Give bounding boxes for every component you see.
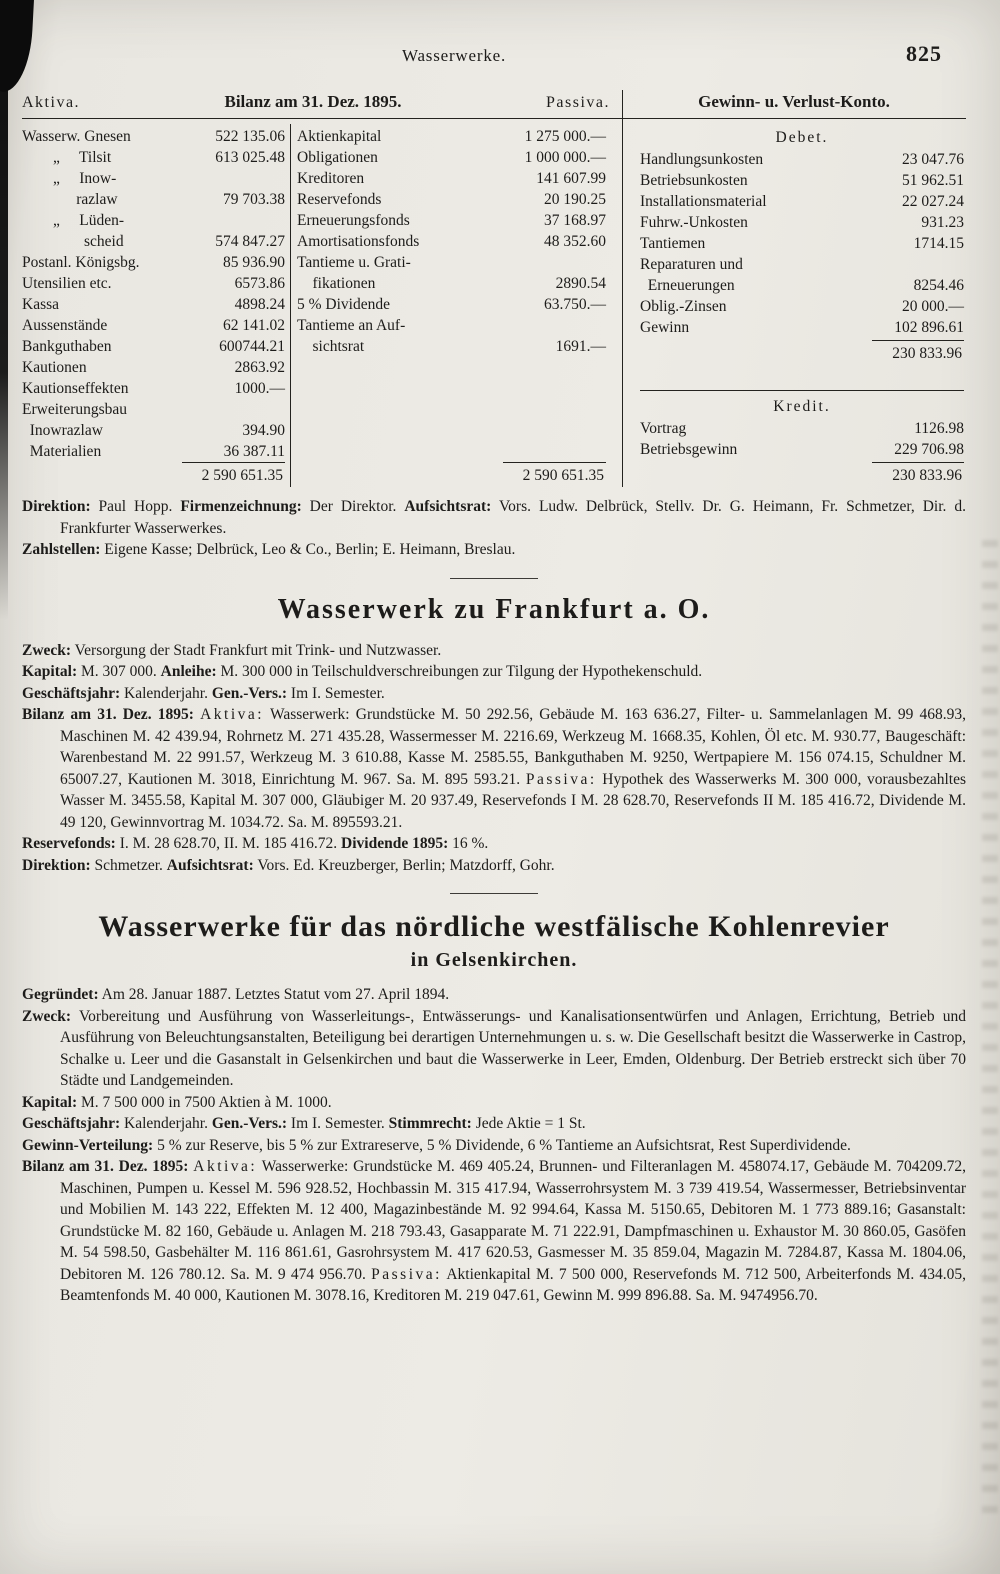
row-amount: 4898.24 bbox=[234, 296, 285, 313]
row-amount: 522 135.06 bbox=[215, 128, 285, 145]
table-row bbox=[22, 126, 285, 147]
section-separator bbox=[450, 578, 538, 579]
aktiva-header-label: Aktiva. bbox=[22, 94, 81, 111]
kredit-total-row bbox=[640, 462, 964, 487]
section-separator bbox=[450, 893, 538, 894]
row-label: fikationen bbox=[297, 275, 376, 292]
section3-subtitle: in Gelsenkirchen. bbox=[410, 949, 578, 971]
section2-title: Wasserwerk zu Frankfurt a. O. bbox=[277, 593, 711, 625]
table-row bbox=[640, 212, 964, 233]
row-amount: 1691.— bbox=[555, 338, 606, 355]
table-row bbox=[640, 254, 964, 275]
debet-heading: Debet. bbox=[775, 129, 829, 146]
table-row bbox=[640, 317, 964, 338]
row-amount: 85 936.90 bbox=[223, 254, 285, 271]
table-row bbox=[297, 252, 606, 273]
table-row bbox=[22, 189, 285, 210]
para-reservefonds: Reservefonds: I. M. 28 628.70, II. M. 185 416.72. Dividende 1895: 16 %. bbox=[22, 835, 489, 852]
para-bilanz: Bilanz am 31. Dez. 1895: Aktiva: Wasserwerke: Grundstücke M. 469 405.24, Brunnen- und Filteranlagen M. 458074.17, Gebäude M. 704209.72, Maschinen, Pumpen u. Kessel M. 596 928.52, Hochbassin M. 315 417.94, Wasserrohrsystem M. 3 739 419.54, Wassermesser, Betriebsinventar und Mobilien M. 143 222, Effekten M. 12 400, Magazinbestände M. 92 994.64, Kassa M. 5150.65, Debitoren M. 1 773 889.16; Gasanstalt: Grundstücke M. 82 160, Gebäude u. Anlagen M. 218 793.43, Gasapparate M. 71 222.91, Dampfmaschinen u. Exhaustor M. 30 860.05, Gasöfen M. 54 598.50, Gasbehälter M. 116 861.61, Gasrohrsystem M. 417 620.53, Gasmesser M. 35 859.04, Magazin M. 7284.87, Kassa M. 1804.06, Debitoren M. 126 780.12. Sa. M. 9 474 956.70. Passiva: Aktienkapital M. 7 500 000, Reservefonds M. 712 500, Arbeiterfonds M. 434.05, Beamtenfonds M. 40 000, Kautionen M. 3078.16, Kreditoren M. 219 047.61, Gewinn M. 999 896.88. Sa. M. 9474956.70. bbox=[22, 1158, 967, 1304]
row-label: Reservefonds bbox=[297, 191, 382, 208]
row-amount: 22 027.24 bbox=[902, 193, 964, 210]
bilanz-table-header bbox=[22, 90, 966, 119]
zahlstellen-paragraph: Zahlstellen: Eigene Kasse; Delbrück, Leo & Co., Berlin; E. Heimann, Breslau. bbox=[22, 541, 516, 558]
scan-bleedthrough bbox=[982, 540, 998, 1520]
scan-edge-left bbox=[0, 0, 8, 620]
row-label: Kreditoren bbox=[297, 170, 365, 187]
kredit-section bbox=[640, 390, 964, 487]
aktiva-total-row bbox=[22, 462, 285, 487]
table-row bbox=[640, 439, 964, 460]
table-row bbox=[297, 315, 606, 336]
aktiva-column bbox=[22, 126, 285, 487]
section3-title: Wasserwerke für das nördliche westfälische Kohlenrevier bbox=[98, 910, 890, 943]
para-kapital: Kapital: M. 307 000. Anleihe: M. 300 000 in Teilschuldverschreibungen zur Tilgung der Hypothekenschuld. bbox=[22, 663, 703, 680]
row-amount: 79 703.38 bbox=[223, 191, 285, 208]
row-label: Reparaturen und bbox=[640, 256, 743, 273]
row-amount: 6573.86 bbox=[234, 275, 285, 292]
table-row bbox=[297, 189, 606, 210]
aktiva-total: 2 590 651.35 bbox=[182, 462, 285, 487]
table-row bbox=[22, 210, 285, 231]
page-number: 825 bbox=[906, 41, 942, 66]
row-label: Oblig.-Zinsen bbox=[640, 298, 727, 315]
bilanz-title: Bilanz am 31. Dez. 1895. bbox=[224, 92, 402, 111]
debet-total-row bbox=[640, 340, 964, 365]
table-row bbox=[22, 273, 285, 294]
para-gegruendet: Gegründet: Am 28. Januar 1887. Letztes Statut vom 27. April 1894. bbox=[22, 986, 450, 1003]
row-amount: 20 190.25 bbox=[544, 191, 606, 208]
row-amount: 2890.54 bbox=[555, 275, 606, 292]
table-row bbox=[640, 170, 964, 191]
table-row bbox=[640, 149, 964, 170]
bilanz-table bbox=[22, 90, 966, 487]
table-row bbox=[297, 294, 606, 315]
row-amount: 2863.92 bbox=[234, 359, 285, 376]
table-row bbox=[22, 441, 285, 462]
table-row bbox=[297, 231, 606, 252]
row-label: Kautionen bbox=[22, 359, 87, 376]
row-label: Aktienkapital bbox=[297, 128, 382, 145]
row-label: Tantiemen bbox=[640, 235, 706, 252]
row-amount: 1126.98 bbox=[914, 420, 964, 437]
row-label: Amortisationsfonds bbox=[297, 233, 420, 250]
row-label: „ Lüden- bbox=[22, 212, 125, 229]
para-geschaeftsjahr: Geschäftsjahr: Kalenderjahr. Gen.-Vers.: Im I. Semester. bbox=[22, 684, 385, 702]
table-row bbox=[640, 233, 964, 254]
column-divider bbox=[290, 124, 291, 487]
row-amount: 48 352.60 bbox=[544, 233, 606, 250]
page-content bbox=[22, 41, 967, 1307]
row-label: Handlungsunkosten bbox=[640, 151, 764, 168]
passiva-rows bbox=[297, 126, 606, 357]
row-amount: 1 275 000.— bbox=[524, 128, 606, 145]
row-amount: 613 025.48 bbox=[215, 149, 285, 166]
row-amount: 62 141.02 bbox=[223, 317, 285, 334]
row-label: Bankguthaben bbox=[22, 338, 112, 355]
row-amount: 36 387.11 bbox=[223, 443, 285, 460]
row-label: „ Inow- bbox=[22, 170, 117, 187]
direktion-paragraph: Direktion: Paul Hopp. Firmenzeichnung: Der Direktor. Aufsichtsrat: Vors. Ludw. Delbrück, Stellv. Dr. G. Heimann, Fr. Schmetzer, Dir. d. Frankfurter Wasserwerkes. bbox=[22, 498, 966, 537]
kredit-rows bbox=[640, 418, 964, 460]
row-label: Installationsmaterial bbox=[640, 193, 767, 210]
row-amount: 63.750.— bbox=[544, 296, 606, 313]
table-row bbox=[640, 418, 964, 439]
row-label: Tantieme u. Grati- bbox=[297, 254, 411, 271]
row-amount: 229 706.98 bbox=[894, 441, 964, 458]
para-gewinn-verteilung: Gewinn-Verteilung: 5 % zur Reserve, bis 5 % zur Extrareserve, 5 % Dividende, 6 % Tantieme an Aufsichtsrat, Rest Superdividende. bbox=[22, 1136, 851, 1154]
table-row bbox=[22, 357, 285, 378]
page-title: Wasserwerke. bbox=[401, 46, 507, 65]
row-amount: 20 000.— bbox=[902, 298, 964, 315]
table-row bbox=[22, 420, 285, 441]
row-label: Wasserw. Gnesen bbox=[22, 128, 131, 145]
table-row bbox=[22, 315, 285, 336]
table-row bbox=[22, 399, 285, 420]
table-row bbox=[297, 273, 606, 294]
gv-column bbox=[622, 126, 966, 487]
bilanz-header-left bbox=[22, 92, 622, 112]
row-amount: 51 962.51 bbox=[902, 172, 964, 189]
row-label: scheid bbox=[22, 233, 124, 250]
para-bilanz: Bilanz am 31. Dez. 1895: Aktiva: Wasserwerk: Grundstücke M. 50 292.56, Gebäude M. 163 636.27, Filter- u. Sammelanlagen M. 99 468.93, Maschinen M. 42 439.94, Rohrnetz M. 271 435.28, Wassermesser M. 2216.69, Werkzeug M. 1668.35, Kohlen, Öl etc. M. 930.77, Baugeschäft: Warenbestand M. 22 991.57, Werkzeug M. 3 610.88, Kasse M. 2585.55, Bankguthaben M. 9250, Wertpapiere M. 156 074.15, Schuldner M. 65007.27, Kautionen M. 3018, Einrichtung M. 967. Sa. M. 895 593.21. Passiva: Hypothek des Wasserwerks M. 300 000, vorausbezahltes Wasser M. 3455.58, Kapital M. 307 000, Gläubiger M. 20 937.49, Reservefonds I M. 28 628.70, Reservefonds II M. 185 416.72, Dividende M. 49 120, Gewinnvortrag M. 1034.72. Sa. M. 895593.21. bbox=[22, 706, 967, 831]
row-label: Betriebsunkosten bbox=[640, 172, 748, 189]
row-label: 5 % Dividende bbox=[297, 296, 390, 313]
para-zweck: Zweck: Vorbereitung und Ausführung von Wasserleitungs-, Entwässerungs- und Kanalisationsentwürfen und Anlagen, Errichtung, Betrieb und Ausführung von Beleuchtungsanstalten, Beteiligung bei derartigen Unternehmungen u. s. w. Die Gesellschaft besitzt die Wasserwerke in Castrop, Schalke u. Leer und die Gasanstalt in Gelsenkirchen und baut die Wasserwerke in Leer, Emden, Oldenburg. Der Betrieb erstreckt sich über 70 Städte und Landgemeinden. bbox=[22, 1007, 966, 1089]
kredit-heading: Kredit. bbox=[773, 398, 831, 415]
row-amount: 37 168.97 bbox=[544, 212, 606, 229]
passiva-header-label: Passiva. bbox=[546, 94, 610, 111]
row-label: Tantieme an Auf- bbox=[297, 317, 406, 334]
row-label: razlaw bbox=[22, 191, 118, 208]
row-label: Utensilien etc. bbox=[22, 275, 112, 292]
table-row bbox=[22, 336, 285, 357]
row-label: Erweiterungsbau bbox=[22, 401, 128, 418]
row-label: Erneuerungsfonds bbox=[297, 212, 410, 229]
column-divider bbox=[622, 90, 623, 487]
para-kapital: Kapital: M. 7 500 000 in 7500 Aktien à M. 1000. bbox=[22, 1093, 332, 1111]
gv-header-label: Gewinn- u. Verlust-Konto. bbox=[698, 92, 890, 111]
para-zweck: Zweck: Versorgung der Stadt Frankfurt mit Trink- und Nutzwasser. bbox=[22, 641, 442, 659]
row-label: Vortrag bbox=[640, 420, 687, 437]
kredit-total: 230 833.96 bbox=[872, 462, 964, 487]
row-label: Materialien bbox=[22, 443, 102, 460]
debet-total: 230 833.96 bbox=[872, 340, 964, 365]
para-geschaeftsjahr: Geschäftsjahr: Kalenderjahr. Gen.-Vers.: Im I. Semester. Stimmrecht: Jede Aktie = 1 St. bbox=[22, 1115, 586, 1132]
table-row bbox=[640, 275, 964, 296]
table-row bbox=[22, 378, 285, 399]
debet-rows bbox=[640, 149, 964, 338]
table-row bbox=[297, 210, 606, 231]
row-label: Postanl. Königsbg. bbox=[22, 254, 140, 271]
table-row bbox=[297, 126, 606, 147]
table-row bbox=[640, 191, 964, 212]
row-label: „ Tilsit bbox=[22, 149, 112, 166]
row-amount: 574 847.27 bbox=[215, 233, 285, 250]
row-label: sichtsrat bbox=[297, 338, 365, 355]
row-amount: 23 047.76 bbox=[902, 151, 964, 168]
row-amount: 141 607.99 bbox=[536, 170, 606, 187]
row-amount: 1714.15 bbox=[913, 235, 964, 252]
row-label: Fuhrw.-Unkosten bbox=[640, 214, 748, 231]
row-label: Erneuerungen bbox=[640, 277, 735, 294]
para-direktion: Direktion: Schmetzer. Aufsichtsrat: Vors. Ed. Kreuzberger, Berlin; Matzdorff, Gohr. bbox=[22, 856, 555, 874]
row-label: Betriebsgewinn bbox=[640, 441, 738, 458]
row-amount: 1 000 000.— bbox=[524, 149, 606, 166]
table-row bbox=[640, 296, 964, 317]
table-row bbox=[297, 336, 606, 357]
table-row bbox=[297, 168, 606, 189]
row-label: Kautionseffekten bbox=[22, 380, 129, 397]
row-label: Inowrazlaw bbox=[22, 422, 103, 439]
table-row bbox=[22, 147, 285, 168]
row-amount: 8254.46 bbox=[913, 277, 964, 294]
aktiva-rows bbox=[22, 126, 285, 462]
table-row bbox=[22, 294, 285, 315]
bilanz-table-body bbox=[22, 119, 966, 487]
row-amount: 394.90 bbox=[242, 422, 285, 439]
table-row bbox=[22, 231, 285, 252]
row-amount: 600744.21 bbox=[219, 338, 285, 355]
passiva-total: 2 590 651.35 bbox=[503, 462, 606, 487]
row-label: Gewinn bbox=[640, 319, 690, 336]
passiva-column bbox=[285, 126, 622, 487]
row-amount: 931.23 bbox=[921, 214, 964, 231]
page-header bbox=[22, 41, 966, 82]
row-amount: 102 896.61 bbox=[894, 319, 964, 336]
passiva-total-row bbox=[297, 462, 606, 487]
row-label: Aussenstände bbox=[22, 317, 108, 334]
row-amount: 1000.— bbox=[234, 380, 285, 397]
table-row bbox=[22, 252, 285, 273]
table-row bbox=[297, 147, 606, 168]
row-label: Obligationen bbox=[297, 149, 378, 166]
table-row bbox=[22, 168, 285, 189]
row-label: Kassa bbox=[22, 296, 60, 313]
